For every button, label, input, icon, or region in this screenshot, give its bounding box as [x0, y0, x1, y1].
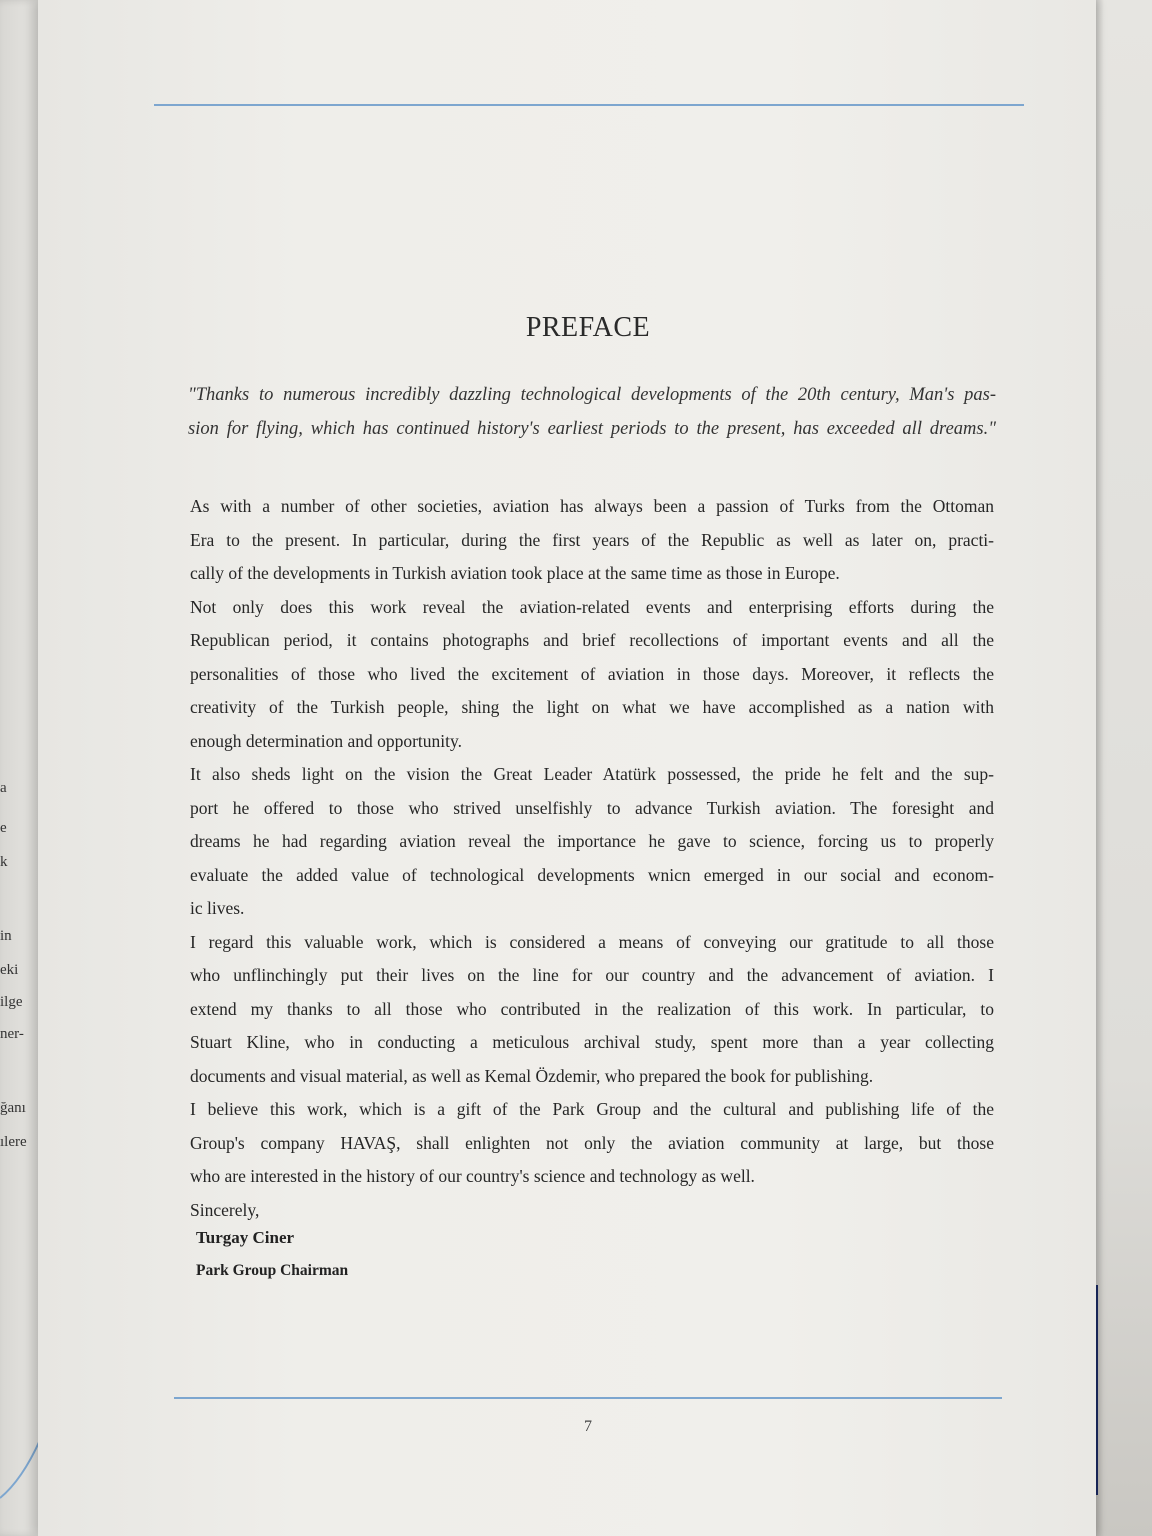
- previous-page-fragment: in: [0, 928, 12, 944]
- previous-page-fragment: k: [0, 854, 8, 870]
- page-edge-shadow: [1096, 0, 1104, 1536]
- page-number: 7: [584, 1418, 592, 1435]
- bottom-rule: [174, 1397, 1002, 1399]
- body-line: enough determination and opportunity.: [190, 730, 463, 751]
- body-line: cally of the developments in Turkish aviation took place at the same time as those in Europe.: [190, 563, 840, 583]
- book-page: [38, 0, 1096, 1536]
- epigraph-quote: [188, 378, 996, 446]
- body-line: Era to the present. In particular, during the first years of the Republic as well as later on, practi-: [190, 529, 994, 550]
- body-line: port he offered to those who strived unselfishly to advance Turkish aviation. The foresight and: [190, 797, 994, 818]
- top-rule: [154, 104, 1024, 106]
- signature-block: [196, 1221, 348, 1287]
- body-line: creativity of the Turkish people, shing the light on what we have accomplished as a nation with: [190, 697, 994, 717]
- body-line: evaluate the added value of technological developments wnicn emerged in our social and econom-: [190, 864, 994, 885]
- body-line: Sincerely,: [190, 1199, 260, 1220]
- body-line: ic lives.: [190, 898, 245, 918]
- body-line: Group's company HAVAŞ, shall enlighten not only the aviation community at large, but those: [190, 1132, 994, 1153]
- body-line: documents and visual material, as well as Kemal Özdemir, who prepared the book for publishing.: [190, 1065, 874, 1086]
- previous-page-fragment: a: [0, 780, 7, 796]
- preface-body: [190, 490, 994, 1227]
- body-line: Republican period, it contains photographs and brief recollections of important events and all the: [190, 630, 994, 650]
- previous-page-fragment: ılere: [0, 1134, 27, 1150]
- body-line: who are interested in the history of our country's science and technology as well.: [190, 1166, 755, 1186]
- quote-line: "Thanks to numerous incredibly dazzling technological developments of the 20th century, Man's pas-: [188, 385, 996, 405]
- body-line: personalities of those who lived the excitement of aviation in those days. Moreover, it reflects the: [190, 663, 994, 684]
- body-line: Not only does this work reveal the aviation-related events and enterprising efforts during the: [190, 596, 994, 617]
- body-line: It also sheds light on the vision the Great Leader Atatürk possessed, the pride he felt and the sup-: [190, 764, 994, 784]
- page-title: PREFACE: [525, 312, 651, 343]
- body-line: who unflinchingly put their lives on the line for our country and the advancement of aviation. I: [190, 965, 994, 985]
- body-line: dreams he had regarding aviation reveal the importance he gave to science, forcing us to properly: [190, 831, 994, 851]
- previous-page-fragment: ner-: [0, 1026, 24, 1042]
- previous-page-fragment: eki: [0, 962, 19, 978]
- body-line: As with a number of other societies, aviation has always been a passion of Turks from the Ottoman: [190, 496, 994, 516]
- signature-name: Turgay Ciner: [196, 1228, 295, 1247]
- body-line: extend my thanks to all those who contributed in the realization of this work. In particular, to: [190, 998, 994, 1019]
- previous-page-fragment: ilge: [0, 994, 23, 1010]
- previous-page-fragment: e: [0, 820, 7, 836]
- body-line: Stuart Kline, who in conducting a meticulous archival study, spent more than a year collecting: [190, 1032, 994, 1052]
- signature-role: Park Group Chairman: [196, 1262, 349, 1279]
- body-line: I regard this valuable work, which is considered a means of conveying our gratitude to all those: [190, 931, 994, 952]
- previous-page-fragment: ğanı: [0, 1100, 26, 1116]
- quote-line: sion for flying, which has continued history's earliest periods to the present, has exceeded all dreams.": [188, 419, 996, 439]
- body-line: I believe this work, which is a gift of the Park Group and the cultural and publishing life of the: [190, 1099, 994, 1119]
